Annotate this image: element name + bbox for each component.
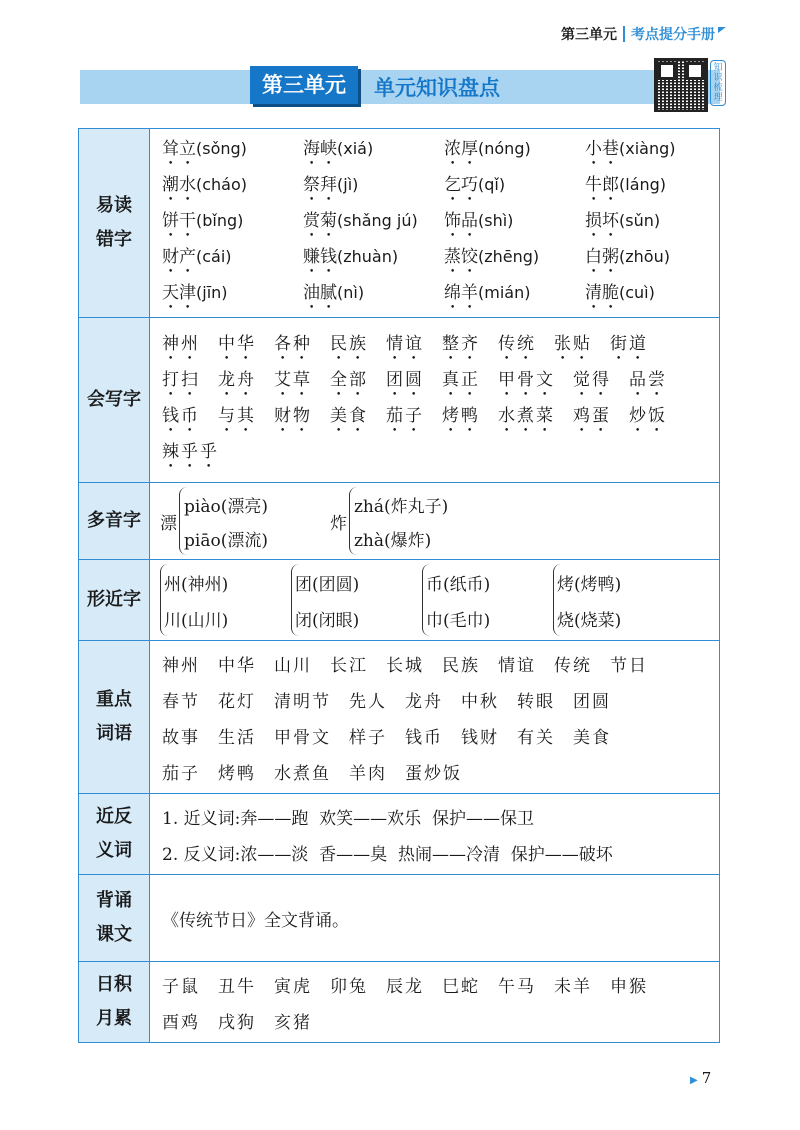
word-line xyxy=(162,328,711,364)
word-line xyxy=(162,436,711,472)
entry-word: 牛郎 xyxy=(585,174,619,195)
row-write xyxy=(79,317,719,482)
entry-pinyin: (xiàng) xyxy=(619,138,676,158)
polyphone-content xyxy=(150,483,719,559)
word: 丑牛 xyxy=(218,976,256,997)
entry-word: 绵羊 xyxy=(444,282,478,303)
easy-read-content xyxy=(150,129,734,317)
word: 茄子 xyxy=(162,763,200,784)
word: 团圆 xyxy=(573,691,611,712)
word: 辰龙 xyxy=(386,976,424,997)
word: 甲骨文 xyxy=(274,727,331,748)
similar-char: 烧(烧菜) xyxy=(557,610,622,631)
pinyin-entry xyxy=(444,242,585,277)
pinyin-entry xyxy=(444,278,585,313)
entry-word: 耸立 xyxy=(162,138,196,159)
accumulate-content xyxy=(150,962,719,1042)
word: 街道 xyxy=(610,333,648,354)
entry-word: 潮水 xyxy=(162,174,196,195)
word: 打扫 xyxy=(162,369,200,390)
row-label: 多音字 xyxy=(79,483,150,559)
similar-char: 烤(烤鸭) xyxy=(557,574,622,595)
row-easy-read xyxy=(79,129,719,317)
entry-pinyin: (sǒng) xyxy=(196,138,247,158)
entry-word: 饼干 xyxy=(162,210,196,231)
word: 样子 xyxy=(349,727,387,748)
word-line xyxy=(162,753,711,789)
entry-word: 海峡 xyxy=(303,138,337,159)
word: 团圆 xyxy=(386,369,424,390)
reading: piào(漂亮) xyxy=(184,496,268,517)
word: 烤鸭 xyxy=(218,763,256,784)
flag-icon xyxy=(718,27,726,33)
word: 长江 xyxy=(330,655,368,676)
row-polyphone xyxy=(79,482,719,559)
reading: zhà(爆炸) xyxy=(353,530,432,551)
word: 民族 xyxy=(442,655,480,676)
entry-pinyin: (bǐng) xyxy=(196,210,244,230)
section-banner xyxy=(80,70,720,104)
word: 情谊 xyxy=(498,655,536,676)
word-line xyxy=(162,364,711,400)
word-line xyxy=(162,400,711,436)
synonym-line: 1. 近义词:奔——跑 欢笑——欢乐 保护——保卫 xyxy=(162,808,534,829)
page-number: ▶ 7 xyxy=(690,1069,712,1087)
word: 山川 xyxy=(274,655,312,676)
antonym-line: 2. 反义词:浓——淡 香——臭 热闹——冷清 保护——破坏 xyxy=(162,844,613,865)
pinyin-entry xyxy=(585,134,726,169)
similar-group xyxy=(160,564,291,636)
similar-char: 团(团圆) xyxy=(295,574,360,595)
entry-word: 蒸饺 xyxy=(444,246,478,267)
pinyin-entry xyxy=(444,206,585,241)
word: 春节 xyxy=(162,691,200,712)
word-line xyxy=(162,1002,711,1038)
word-line xyxy=(162,169,726,205)
polyphone-group xyxy=(330,487,448,555)
word-line xyxy=(162,645,711,681)
brace xyxy=(291,564,359,636)
word: 情谊 xyxy=(386,333,424,354)
entry-pinyin: (sǔn) xyxy=(619,210,661,230)
word: 传统 xyxy=(554,655,592,676)
row-label: 背诵课文 xyxy=(79,875,150,961)
word: 美食 xyxy=(573,727,611,748)
entry-pinyin: (nì) xyxy=(337,282,365,302)
word: 有关 xyxy=(517,727,555,748)
pinyin-entry xyxy=(162,206,303,241)
word: 鸡蛋 xyxy=(573,405,611,426)
similar-char: 币(纸币) xyxy=(426,574,491,595)
word-line xyxy=(162,133,726,169)
recite-content xyxy=(150,875,719,961)
entry-word: 赏菊 xyxy=(303,210,337,231)
pinyin-entry xyxy=(585,242,726,277)
entry-pinyin: (cháo) xyxy=(196,174,248,194)
entry-pinyin: (jīn) xyxy=(196,282,228,302)
word: 午马 xyxy=(498,976,536,997)
word-line xyxy=(162,205,726,241)
brace xyxy=(179,487,268,555)
entry-word: 财产 xyxy=(162,246,196,267)
pinyin-entry xyxy=(585,206,726,241)
brace xyxy=(160,564,228,636)
word: 子鼠 xyxy=(162,976,200,997)
reading: piāo(漂流) xyxy=(184,530,268,551)
pinyin-entry xyxy=(162,278,303,313)
similar-char: 巾(毛巾) xyxy=(426,610,491,631)
entry-pinyin: (zhēng) xyxy=(478,246,540,266)
reading: zhá(炸丸子) xyxy=(353,496,449,517)
entry-pinyin: (xiá) xyxy=(337,138,374,158)
entry-pinyin: (mián) xyxy=(478,282,531,302)
pinyin-entry xyxy=(444,134,585,169)
word: 各种 xyxy=(274,333,312,354)
similar-group xyxy=(422,564,553,636)
word-line xyxy=(162,681,711,717)
word: 整齐 xyxy=(442,333,480,354)
word: 龙舟 xyxy=(218,369,256,390)
word: 钱币 xyxy=(405,727,443,748)
entry-pinyin: (cái) xyxy=(196,246,232,266)
row-similar xyxy=(79,559,719,640)
word: 张贴 xyxy=(554,333,592,354)
qr-code-icon[interactable] xyxy=(654,58,708,112)
brace xyxy=(553,564,621,636)
word: 神州 xyxy=(162,655,200,676)
entry-pinyin: (zhuàn) xyxy=(337,246,399,266)
syn-ant-content xyxy=(150,794,719,874)
word: 水煮菜 xyxy=(498,405,555,426)
row-label: 形近字 xyxy=(79,560,150,640)
word: 亥猪 xyxy=(274,1012,312,1033)
header-separator xyxy=(623,26,625,42)
word: 钱币 xyxy=(162,405,200,426)
write-content xyxy=(150,318,719,482)
pinyin-entry xyxy=(303,278,444,313)
word-line xyxy=(162,277,726,313)
word: 美食 xyxy=(330,405,368,426)
word-line xyxy=(162,717,711,753)
word: 中华 xyxy=(218,655,256,676)
word: 酉鸡 xyxy=(162,1012,200,1033)
word: 神州 xyxy=(162,333,200,354)
entry-word: 损坏 xyxy=(585,210,619,231)
pinyin-entry xyxy=(162,134,303,169)
similar-group xyxy=(291,564,422,636)
qr-label: 知识梳理 xyxy=(710,60,726,106)
running-header xyxy=(561,24,726,44)
page-title: 单元知识盘点 xyxy=(374,76,500,100)
pinyin-entry xyxy=(303,134,444,169)
word: 中秋 xyxy=(461,691,499,712)
brace xyxy=(422,564,490,636)
word: 戌狗 xyxy=(218,1012,256,1033)
pinyin-entry xyxy=(303,206,444,241)
entry-pinyin: (zhōu) xyxy=(619,246,670,266)
similar-char: 闭(闭眼) xyxy=(295,610,360,631)
pinyin-entry xyxy=(303,242,444,277)
pinyin-entry xyxy=(585,278,726,313)
row-label: 会写字 xyxy=(79,318,150,482)
similar-group xyxy=(553,564,684,636)
entry-pinyin: (shǎng jú) xyxy=(337,210,418,230)
word: 寅虎 xyxy=(274,976,312,997)
word: 茄子 xyxy=(386,405,424,426)
row-recite xyxy=(79,874,719,961)
entry-pinyin: (shì) xyxy=(478,210,514,230)
word: 真正 xyxy=(442,369,480,390)
similar-char: 州(神州) xyxy=(164,574,229,595)
header-unit: 第三单元 xyxy=(561,27,617,43)
row-label: 日积月累 xyxy=(79,962,150,1042)
word: 与其 xyxy=(218,405,256,426)
word: 传统 xyxy=(498,333,536,354)
entry-word: 饰品 xyxy=(444,210,478,231)
word: 卯兔 xyxy=(330,976,368,997)
word: 羊肉 xyxy=(349,763,387,784)
word-line xyxy=(162,966,711,1002)
entry-pinyin: (nóng) xyxy=(478,138,531,158)
similar-content xyxy=(150,560,719,640)
header-handbook: 考点提分手册 xyxy=(631,27,715,43)
row-accumulate xyxy=(79,961,719,1042)
word: 辣乎乎 xyxy=(162,441,219,462)
entry-pinyin: (láng) xyxy=(619,174,667,194)
entry-word: 小巷 xyxy=(585,138,619,159)
similar-char: 川(山川) xyxy=(164,610,229,631)
row-label: 近反义词 xyxy=(79,794,150,874)
word: 炒饭 xyxy=(629,405,667,426)
entry-pinyin: (cuì) xyxy=(619,282,655,302)
word: 民族 xyxy=(330,333,368,354)
word: 花灯 xyxy=(218,691,256,712)
word: 故事 xyxy=(162,727,200,748)
word: 中华 xyxy=(218,333,256,354)
entry-word: 清脆 xyxy=(585,282,619,303)
word: 全部 xyxy=(330,369,368,390)
word: 觉得 xyxy=(573,369,611,390)
pinyin-entry xyxy=(444,170,585,205)
word: 生活 xyxy=(218,727,256,748)
pinyin-entry xyxy=(162,170,303,205)
row-label: 易读错字 xyxy=(79,129,150,317)
word: 先人 xyxy=(349,691,387,712)
word: 水煮鱼 xyxy=(274,763,331,784)
pinyin-entry xyxy=(303,170,444,205)
polyphone-char: 炸 xyxy=(329,513,347,534)
word: 品尝 xyxy=(629,369,667,390)
entry-word: 祭拜 xyxy=(303,174,337,195)
word: 艾草 xyxy=(274,369,312,390)
entry-pinyin: (qǐ) xyxy=(478,174,506,194)
polyphone-char: 漂 xyxy=(160,513,177,534)
row-syn-ant xyxy=(79,793,719,874)
word: 未羊 xyxy=(554,976,592,997)
entry-word: 赚钱 xyxy=(303,246,337,267)
word: 转眼 xyxy=(517,691,555,712)
word: 蛋炒饭 xyxy=(405,763,462,784)
word: 财物 xyxy=(274,405,312,426)
row-label: 重点词语 xyxy=(79,641,150,793)
word: 长城 xyxy=(386,655,424,676)
word: 清明节 xyxy=(274,691,331,712)
word: 巳蛇 xyxy=(442,976,480,997)
brace xyxy=(349,487,448,555)
word: 申猴 xyxy=(610,976,648,997)
polyphone-group xyxy=(160,487,268,555)
key-words-content xyxy=(150,641,719,793)
word: 烤鸭 xyxy=(442,405,480,426)
entry-word: 浓厚 xyxy=(444,138,478,159)
pinyin-entry xyxy=(162,242,303,277)
word: 钱财 xyxy=(461,727,499,748)
row-key-words xyxy=(79,640,719,793)
word: 龙舟 xyxy=(405,691,443,712)
recite-text: 《传统节日》全文背诵。 xyxy=(162,910,349,931)
knowledge-table xyxy=(78,128,720,1043)
word: 节日 xyxy=(610,655,648,676)
entry-pinyin: (jì) xyxy=(337,174,359,194)
word: 甲骨文 xyxy=(498,369,555,390)
entry-word: 乞巧 xyxy=(444,174,478,195)
pinyin-entry xyxy=(585,170,726,205)
unit-tag: 第三单元 xyxy=(250,66,358,104)
word-line xyxy=(162,241,726,277)
entry-word: 天津 xyxy=(162,282,196,303)
entry-word: 油腻 xyxy=(303,282,337,303)
entry-word: 白粥 xyxy=(585,246,619,267)
